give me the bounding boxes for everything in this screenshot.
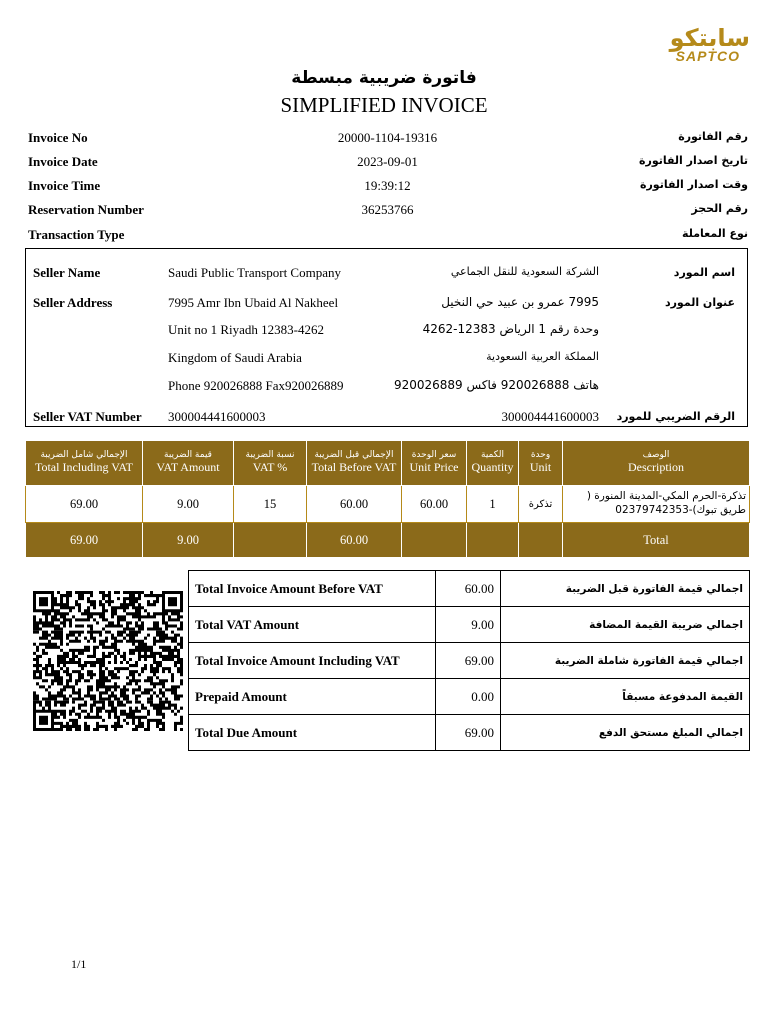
line-items-table <box>25 440 750 558</box>
cell-unit-price: 60.00 <box>402 486 467 523</box>
total-due-value: 69.00 <box>436 715 501 751</box>
seller-address-line-3-ar: المملكة العربية السعودية <box>486 350 599 363</box>
col-vat-amount: قيمة الضريبة VAT Amount <box>143 441 234 486</box>
seller-name-ar: الشركة السعودية للنقل الجماعي <box>450 265 599 278</box>
transaction-type-label: Transaction Type <box>28 227 125 242</box>
reservation-number-row <box>28 202 748 222</box>
seller-name-en: Saudi Public Transport Company <box>168 265 341 280</box>
cell-unit: تذكرة <box>519 486 563 523</box>
saptco-logo <box>615 24 750 66</box>
totals-row <box>189 679 750 715</box>
seller-name-label: Seller Name <box>33 265 101 280</box>
invoice-title-arabic: فاتورة ضريبية مبسطة <box>291 68 477 88</box>
totals-row <box>189 571 750 607</box>
total-vat-label-ar: اجمالي ضريبة القيمة المضافة <box>501 607 750 643</box>
seller-info-box <box>25 248 748 427</box>
total-before-vat-value: 60.00 <box>436 571 501 607</box>
table-row <box>26 486 750 523</box>
total-vat-amount: 9.00 <box>143 523 234 558</box>
cell-vat-amount: 9.00 <box>143 486 234 523</box>
transaction-type-label-ar: نوع المعاملة <box>682 227 748 240</box>
reservation-number-value: 36253766 <box>361 202 414 217</box>
col-vat-percent: نسبة الضريبة VAT % <box>234 441 307 486</box>
seller-address-line-1-ar: 7995 عمرو بن عبيد حي النخيل <box>441 295 599 309</box>
totals-row <box>189 643 750 679</box>
total-vat-label: Total VAT Amount <box>189 607 436 643</box>
invoice-time-row <box>28 178 748 198</box>
cell-total-before-vat: 60.00 <box>307 486 402 523</box>
transaction-type-row <box>28 227 748 247</box>
total-due-label: Total Due Amount <box>189 715 436 751</box>
seller-vat-label-ar: الرقم الضريبي للمورد <box>616 410 735 423</box>
col-description: الوصف Description <box>563 441 750 486</box>
total-before-vat-label: Total Invoice Amount Before VAT <box>189 571 436 607</box>
total-label: Total <box>563 523 750 558</box>
invoice-no-label: Invoice No <box>28 130 88 145</box>
invoice-date-row <box>28 154 748 174</box>
col-total-before-vat: الإجمالي قبل الضريبة Total Before VAT <box>307 441 402 486</box>
total-vat-value: 9.00 <box>436 607 501 643</box>
total-unit-price <box>402 523 467 558</box>
prepaid-label-ar: القيمة المدفوعة مسبقاً <box>501 679 750 715</box>
invoice-time-value: 19:39:12 <box>364 178 411 193</box>
total-due-label-ar: اجمالي المبلغ مستحق الدفع <box>501 715 750 751</box>
total-quantity <box>467 523 519 558</box>
seller-name-label-ar: اسم المورد <box>673 266 735 279</box>
total-incl-vat-label: Total Invoice Amount Including VAT <box>189 643 436 679</box>
total-before-vat-label-ar: اجمالي قيمة الفاتورة قبل الضريبة <box>501 571 750 607</box>
cell-quantity: 1 <box>467 486 519 523</box>
col-quantity: الكمية Quantity <box>467 441 519 486</box>
logo-arabic-text: سابتكو <box>669 24 750 52</box>
page-number: 1/1 <box>71 957 87 971</box>
total-incl-vat: 69.00 <box>26 523 143 558</box>
seller-vat-number-ar: 300004441600003 <box>501 409 599 424</box>
invoice-time-label: Invoice Time <box>28 178 101 193</box>
invoice-no-value: 20000-1104-19316 <box>337 130 438 145</box>
reservation-number-label: Reservation Number <box>28 202 144 217</box>
logo-english-text: SAPTCO <box>675 48 740 64</box>
seller-vat-label: Seller VAT Number <box>33 409 142 424</box>
total-unit <box>519 523 563 558</box>
cell-vat-percent: 15 <box>234 486 307 523</box>
qr-code <box>33 591 183 731</box>
total-before-vat: 60.00 <box>307 523 402 558</box>
total-incl-vat-value: 69.00 <box>436 643 501 679</box>
seller-address-line-1: 7995 Amr Ibn Ubaid Al Nakheel <box>168 295 339 310</box>
totals-row <box>189 607 750 643</box>
seller-address-label: Seller Address <box>33 295 113 310</box>
invoice-time-label-ar: وقت اصدار الفاتورة <box>639 178 748 191</box>
seller-address-line-2: Unit no 1 Riyadh 12383-4262 <box>168 322 324 337</box>
invoice-title-english: SIMPLIFIED INVOICE <box>280 93 488 117</box>
totals-table <box>188 570 750 751</box>
prepaid-label: Prepaid Amount <box>189 679 436 715</box>
totals-row <box>189 715 750 751</box>
prepaid-value: 0.00 <box>436 679 501 715</box>
seller-phone-fax-ar: هاتف 920026888 فاكس 920026889 <box>393 378 599 392</box>
invoice-date-value: 2023-09-01 <box>357 154 418 169</box>
cell-total-incl-vat: 69.00 <box>26 486 143 523</box>
seller-vat-number: 300004441600003 <box>168 409 266 424</box>
col-unit: وحدة Unit <box>519 441 563 486</box>
total-incl-vat-label-ar: اجمالي قيمة الفاتورة شاملة الضريبة <box>501 643 750 679</box>
invoice-date-label-ar: تاريخ اصدار الفاتورة <box>639 154 748 167</box>
col-unit-price: سعر الوحدة Unit Price <box>402 441 467 486</box>
seller-phone-fax: Phone 920026888 Fax920026889 <box>168 378 344 393</box>
total-vat-percent <box>234 523 307 558</box>
cell-description: تذكرة-الحرم المكي-المدينة المنورة ( طريق تبوك)-02379742353 <box>563 486 750 523</box>
seller-address-line-3: Kingdom of Saudi Arabia <box>168 350 302 365</box>
invoice-date-label: Invoice Date <box>28 154 98 169</box>
reservation-number-label-ar: رقم الحجز <box>691 202 748 215</box>
col-total-incl-vat: الإجمالي شامل الضريبة Total Including VAT <box>26 441 143 486</box>
table-header-row <box>26 441 750 486</box>
invoice-no-label-ar: رقم الفاتورة <box>678 130 748 143</box>
seller-address-label-ar: عنوان المورد <box>664 296 735 309</box>
table-total-row <box>26 523 750 558</box>
seller-address-line-2-ar: وحدة رقم 1 الرياض 12383-4262 <box>422 322 599 336</box>
invoice-no-row <box>28 130 748 150</box>
